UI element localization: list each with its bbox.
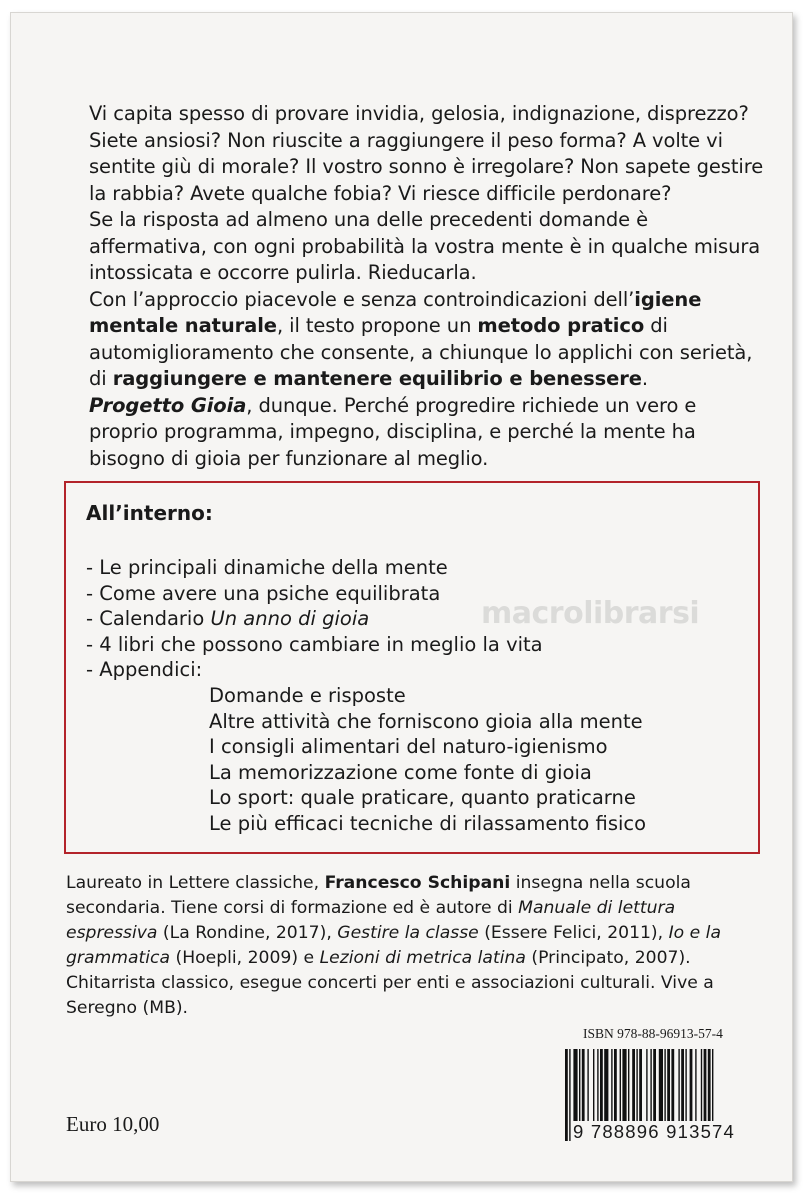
price-label: Euro 10,00 bbox=[66, 1112, 160, 1136]
appendix-item: Altre attività che forniscono gioia alla mente bbox=[209, 709, 643, 733]
barcode-bar bbox=[701, 1049, 702, 1127]
barcode-bar bbox=[620, 1049, 621, 1127]
barcode-bar bbox=[704, 1049, 707, 1127]
barcode-bar bbox=[565, 1049, 568, 1141]
barcode-bar bbox=[664, 1049, 665, 1127]
barcode-bar bbox=[678, 1049, 679, 1127]
bold-phrase: igiene mentale naturale bbox=[89, 287, 702, 337]
appendix-item: Lo sport: quale praticare, quanto praticarne bbox=[209, 786, 636, 810]
barcode-bar bbox=[587, 1049, 588, 1127]
barcode-bar bbox=[671, 1049, 674, 1127]
barcode-bar bbox=[632, 1049, 635, 1127]
barcode-bar bbox=[628, 1049, 629, 1127]
intro-project: Progetto Gioia, dunque. Perché progredire richiede un vero e proprio programma, impegno, disciplina, e perché la mente ha bisogno di gioia per funzionare al meglio. bbox=[89, 393, 697, 470]
intro-method: Con l’approccio piacevole e senza controindicazioni dell’igiene mentale naturale, il testo propone un metodo pratico di automiglioramento che consente, a chiunque lo applichi con serietà, di raggiungere e mantenere equilibrio e benessere. bbox=[89, 287, 753, 390]
barcode-bar bbox=[611, 1049, 612, 1127]
barcode-bar bbox=[653, 1049, 656, 1127]
book-title: Lezioni di metrica latina bbox=[319, 948, 526, 968]
barcode-bar bbox=[685, 1049, 686, 1127]
barcode-bar bbox=[650, 1049, 651, 1127]
barcode-bar bbox=[646, 1049, 647, 1127]
appendix-item: La memorizzazione come fonte di gioia bbox=[209, 760, 592, 784]
list-item: - Le principali dinamiche della mente bbox=[86, 556, 448, 579]
watermark-logo: macrolibrarsi bbox=[481, 596, 700, 631]
book-back-cover bbox=[10, 12, 793, 1182]
intro-text bbox=[89, 101, 769, 472]
appendix-item: I consigli alimentari del naturo-igienismo bbox=[209, 735, 608, 759]
barcode-bar bbox=[579, 1049, 580, 1127]
contents-box bbox=[64, 481, 760, 854]
book-title: Io e la grammatica bbox=[66, 923, 721, 968]
barcode-bar bbox=[659, 1049, 663, 1127]
barcode-bar bbox=[573, 1049, 577, 1127]
barcode-bar bbox=[597, 1049, 598, 1127]
book-title: Manuale di lettura espressiva bbox=[66, 898, 676, 943]
barcode-bar bbox=[622, 1049, 626, 1127]
intro-questions: Vi capita spesso di provare invidia, gelosia, indignazione, disprezzo? Siete ansiosi? Non riuscite a raggiungere il peso forma? A volte vi sentite giù di morale? Il vostro sonno è irregolare? Non sapete gestire la rabbia? Avete qualche fobia? Vi riesce difficile perdonare? bbox=[89, 102, 764, 205]
author-name: Francesco Schipani bbox=[324, 873, 511, 893]
list-item: - Calendario Un anno di gioia bbox=[86, 607, 370, 631]
bold-phrase: metodo pratico bbox=[477, 314, 645, 337]
barcode-bar bbox=[582, 1049, 585, 1127]
barcode-bar bbox=[600, 1049, 603, 1127]
barcode-digits: 9 788896 913574 bbox=[573, 1121, 736, 1142]
book-title: Gestire la classe bbox=[337, 923, 479, 943]
appendix-item: Domande e risposte bbox=[209, 684, 406, 707]
appendix-item: Le più efficaci tecniche di rilassamento fisico bbox=[209, 811, 647, 835]
contents-title: All’interno: bbox=[86, 501, 213, 525]
barcode-bar bbox=[604, 1049, 608, 1127]
barcode-bar bbox=[708, 1049, 711, 1127]
barcode-bar bbox=[695, 1049, 696, 1127]
contents-list bbox=[86, 555, 543, 683]
bold-phrase: raggiungere e mantenere equilibrio e benessere bbox=[112, 367, 642, 390]
author-bio: Laureato in Lettere classiche, Francesco Schipani insegna nella scuola secondaria. Tiene corsi di formazione ed è autore di Manuale di lettura espressiva (La Rondine, 2017), Gestire la classe (Essere Felici, 2011), Io e la grammatica (Hoepli, 2009) e Lezioni di metrica latina (Principato, 2007). Chitarrista classico, esegue concerti per enti e associazioni culturali. Vive a Seregno (MB). bbox=[66, 873, 721, 1018]
barcode-bar bbox=[690, 1049, 693, 1127]
project-title: Progetto Gioia bbox=[89, 393, 247, 417]
list-item: - Come avere una psiche equilibrata bbox=[86, 581, 441, 605]
list-item: - Appendici: bbox=[86, 658, 203, 682]
appendix-list bbox=[209, 683, 646, 837]
barcode-bar bbox=[636, 1049, 637, 1127]
barcode-bar bbox=[593, 1049, 594, 1127]
barcode-bar bbox=[667, 1049, 670, 1127]
isbn-label: ISBN 978-88-96913-57-4 bbox=[583, 1026, 723, 1041]
barcode-bar bbox=[681, 1049, 684, 1127]
intro-answer: Se la risposta ad almeno una delle precedenti domande è affermativa, con ogni probabilità la vostra mente è in qualche misura intossicata e occorre pulirla. Rieducarla. bbox=[89, 208, 761, 284]
barcode-bar bbox=[614, 1049, 617, 1127]
list-item: - 4 libri che possono cambiare in meglio la vita bbox=[86, 632, 543, 656]
